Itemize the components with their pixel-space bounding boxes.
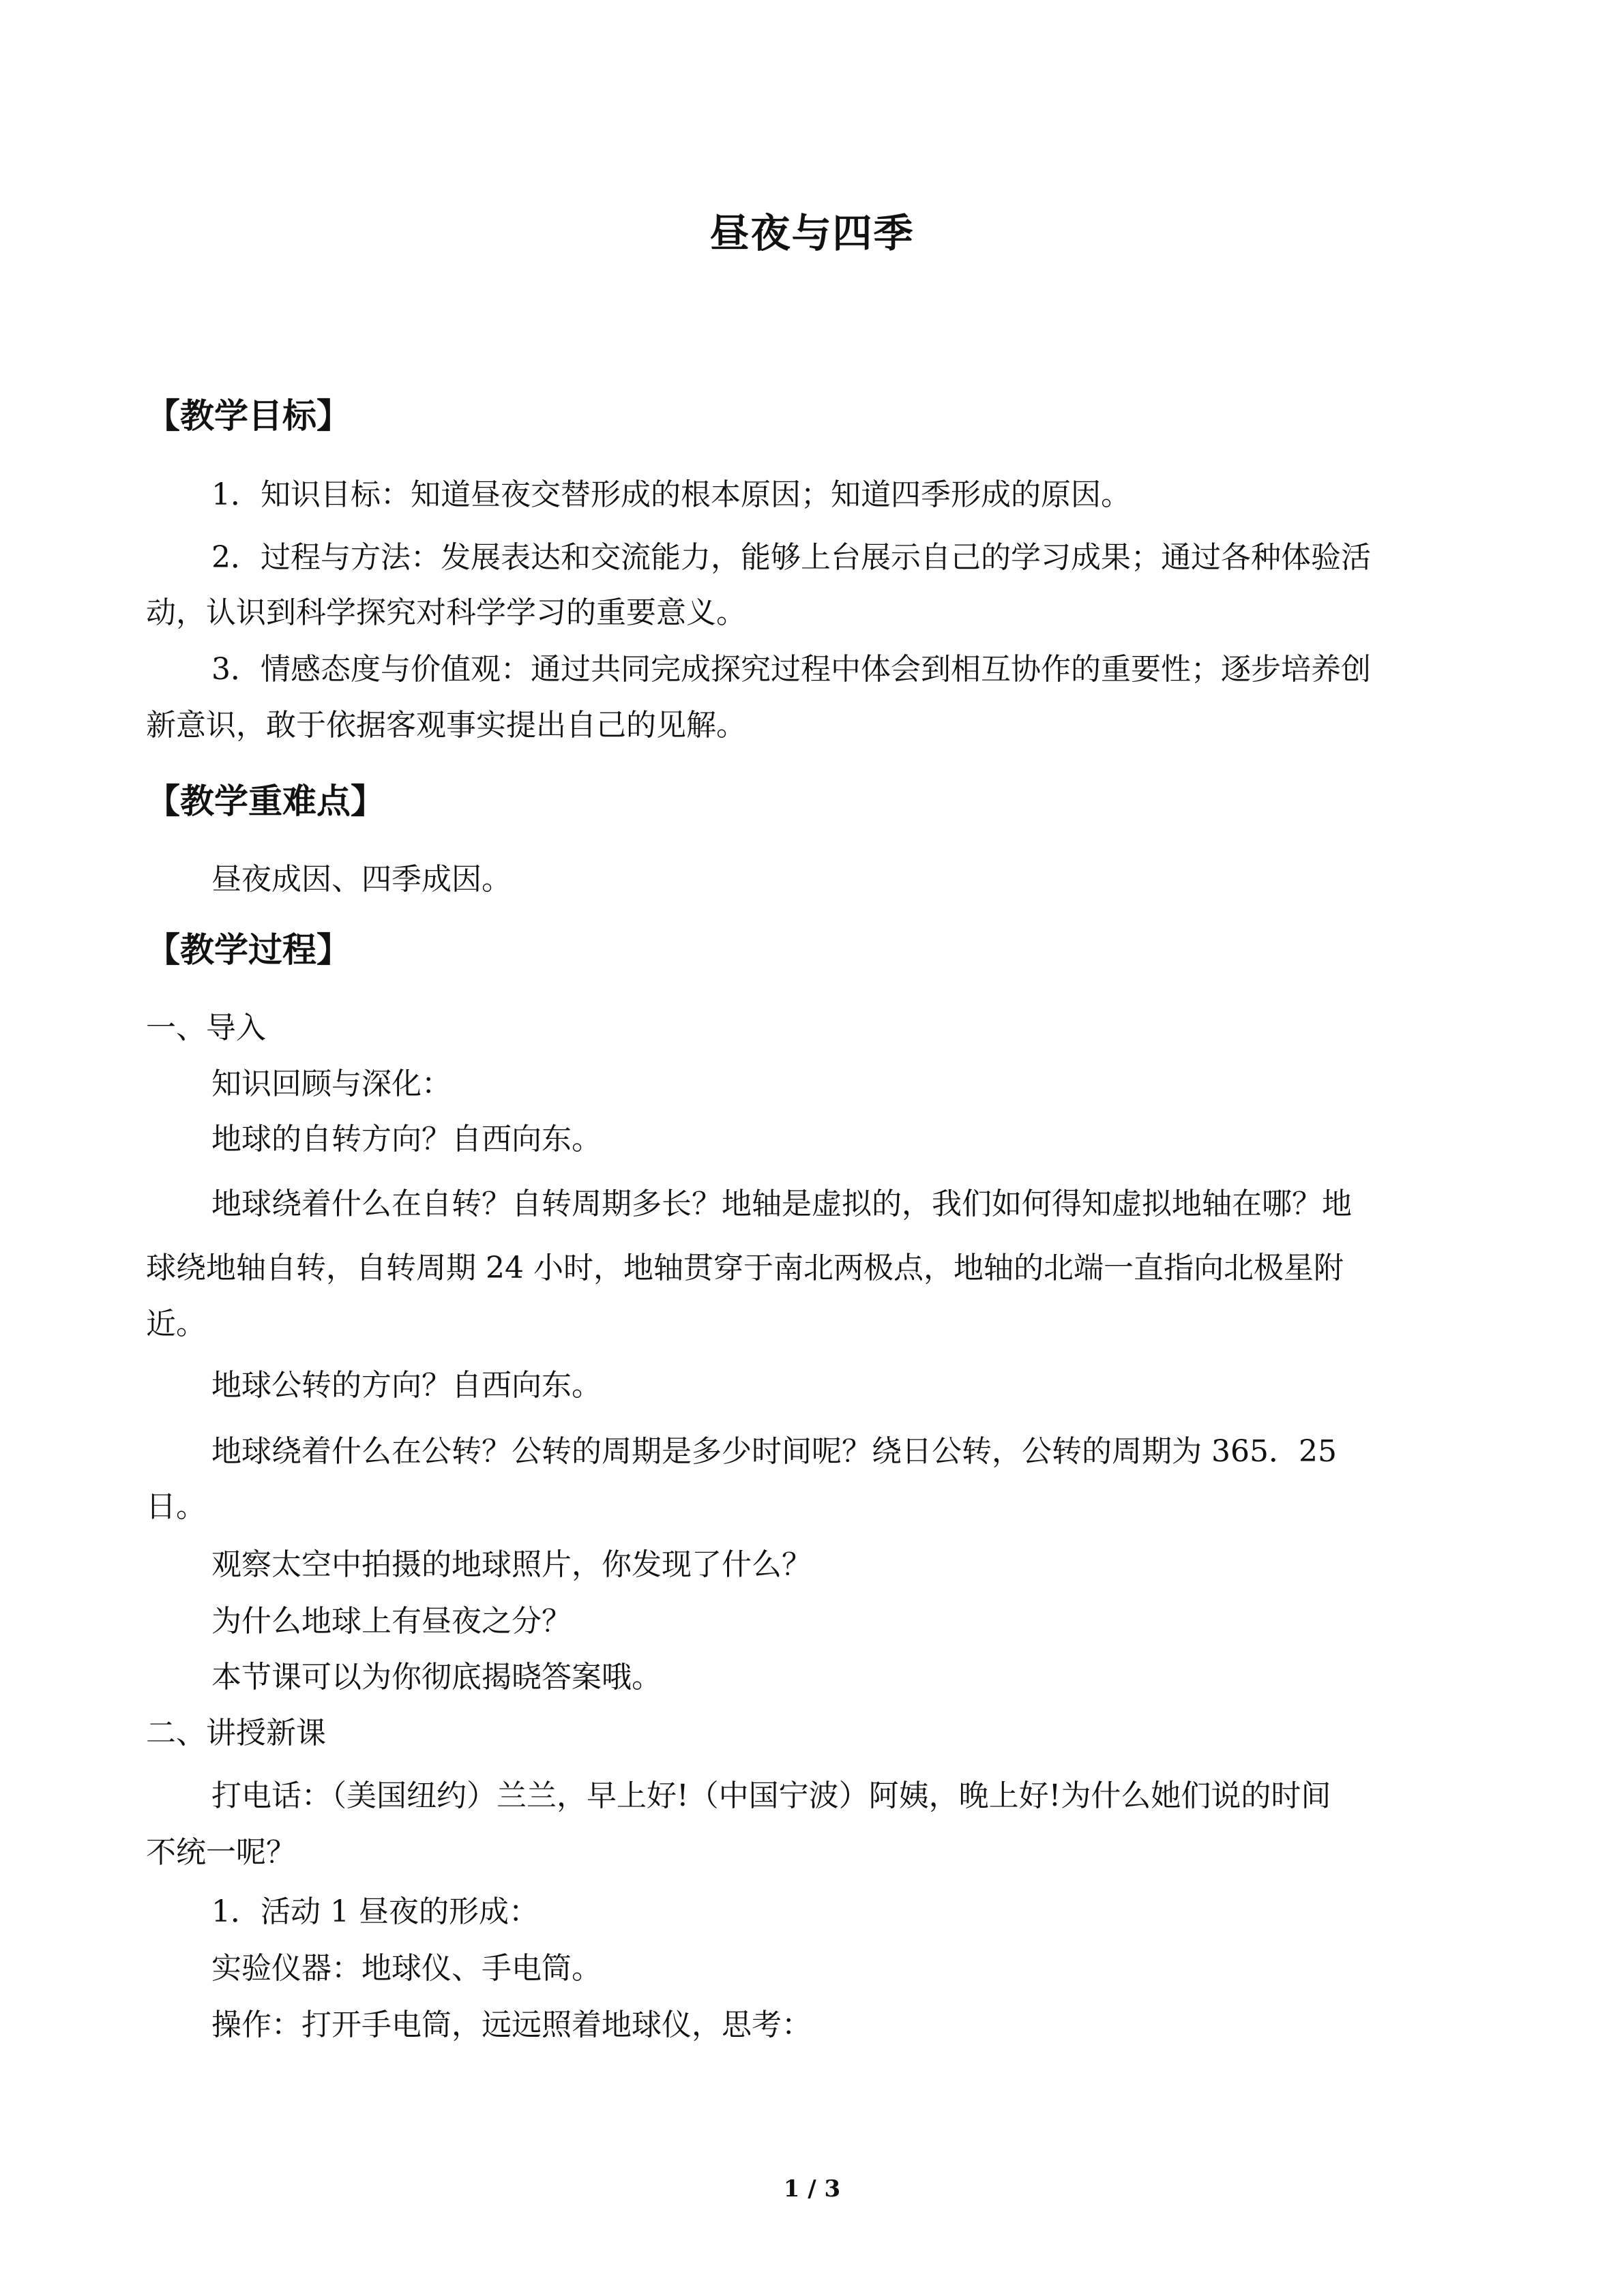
- paragraph-line: 地球的自转方向？自西向东。: [211, 1122, 602, 1157]
- paragraph-line: 昼夜成因、四季成因。: [211, 862, 512, 897]
- paragraph-line: 1．活动 1 昼夜的形成：: [211, 1894, 539, 1929]
- paragraph-line: 地球公转的方向？自西向东。: [211, 1368, 602, 1403]
- heading-objectives: 【教学目标】: [146, 396, 351, 436]
- paragraph-line: 操作：打开手电筒，远远照着地球仪，思考：: [211, 2008, 812, 2042]
- paragraph-line: 2．过程与方法：发展表达和交流能力，能够上台展示自己的学习成果；通过各种体验活: [211, 540, 1371, 575]
- paragraph-line: 近。: [146, 1307, 206, 1341]
- heading-key-points: 【教学重难点】: [146, 781, 385, 821]
- paragraph-line: 1．知识目标：知道昼夜交替形成的根本原因；知道四季形成的原因。: [211, 477, 1131, 512]
- paragraph-line: 为什么地球上有昼夜之分？: [211, 1604, 572, 1639]
- paragraph-line: 不统一呢？: [146, 1835, 296, 1870]
- page-number: 1 / 3: [783, 2175, 841, 2203]
- paragraph-line: 打电话：（美国纽约）兰兰，早上好!（中国宁波）阿姨，晚上好!为什么她们说的时间: [211, 1778, 1331, 1813]
- paragraph-line: 本节课可以为你彻底揭晓答案哦。: [211, 1660, 662, 1695]
- paragraph-line: 动，认识到科学探究对科学学习的重要意义。: [146, 595, 746, 630]
- section-heading-line: 一、导入: [146, 1011, 266, 1045]
- paragraph-line: 3．情感态度与价值观：通过共同完成探究过程中体会到相互协作的重要性；逐步培养创: [211, 652, 1371, 687]
- heading-process: 【教学过程】: [146, 930, 351, 970]
- paragraph-line: 新意识，敢于依据客观事实提出自己的见解。: [146, 708, 746, 743]
- paragraph-line: 观察太空中拍摄的地球照片，你发现了什么？: [211, 1547, 812, 1582]
- paragraph-line: 球绕地轴自转，自转周期 24 小时，地轴贯穿于南北两极点，地轴的北端一直指向北极星附: [146, 1251, 1344, 1285]
- document-title: 昼夜与四季: [709, 210, 915, 256]
- paragraph-line: 地球绕着什么在公转？公转的周期是多少时间呢？绕日公转，公转的周期为 365．25: [211, 1434, 1337, 1469]
- paragraph-line: 知识回顾与深化：: [211, 1067, 452, 1101]
- paragraph-line: 实验仪器：地球仪、手电筒。: [211, 1951, 602, 1986]
- paragraph-line: 日。: [146, 1489, 206, 1524]
- paragraph-line: 地球绕着什么在自转？自转周期多长？地轴是虚拟的，我们如何得知虚拟地轴在哪？地: [211, 1187, 1352, 1221]
- section-heading-line: 二、讲授新课: [146, 1716, 326, 1750]
